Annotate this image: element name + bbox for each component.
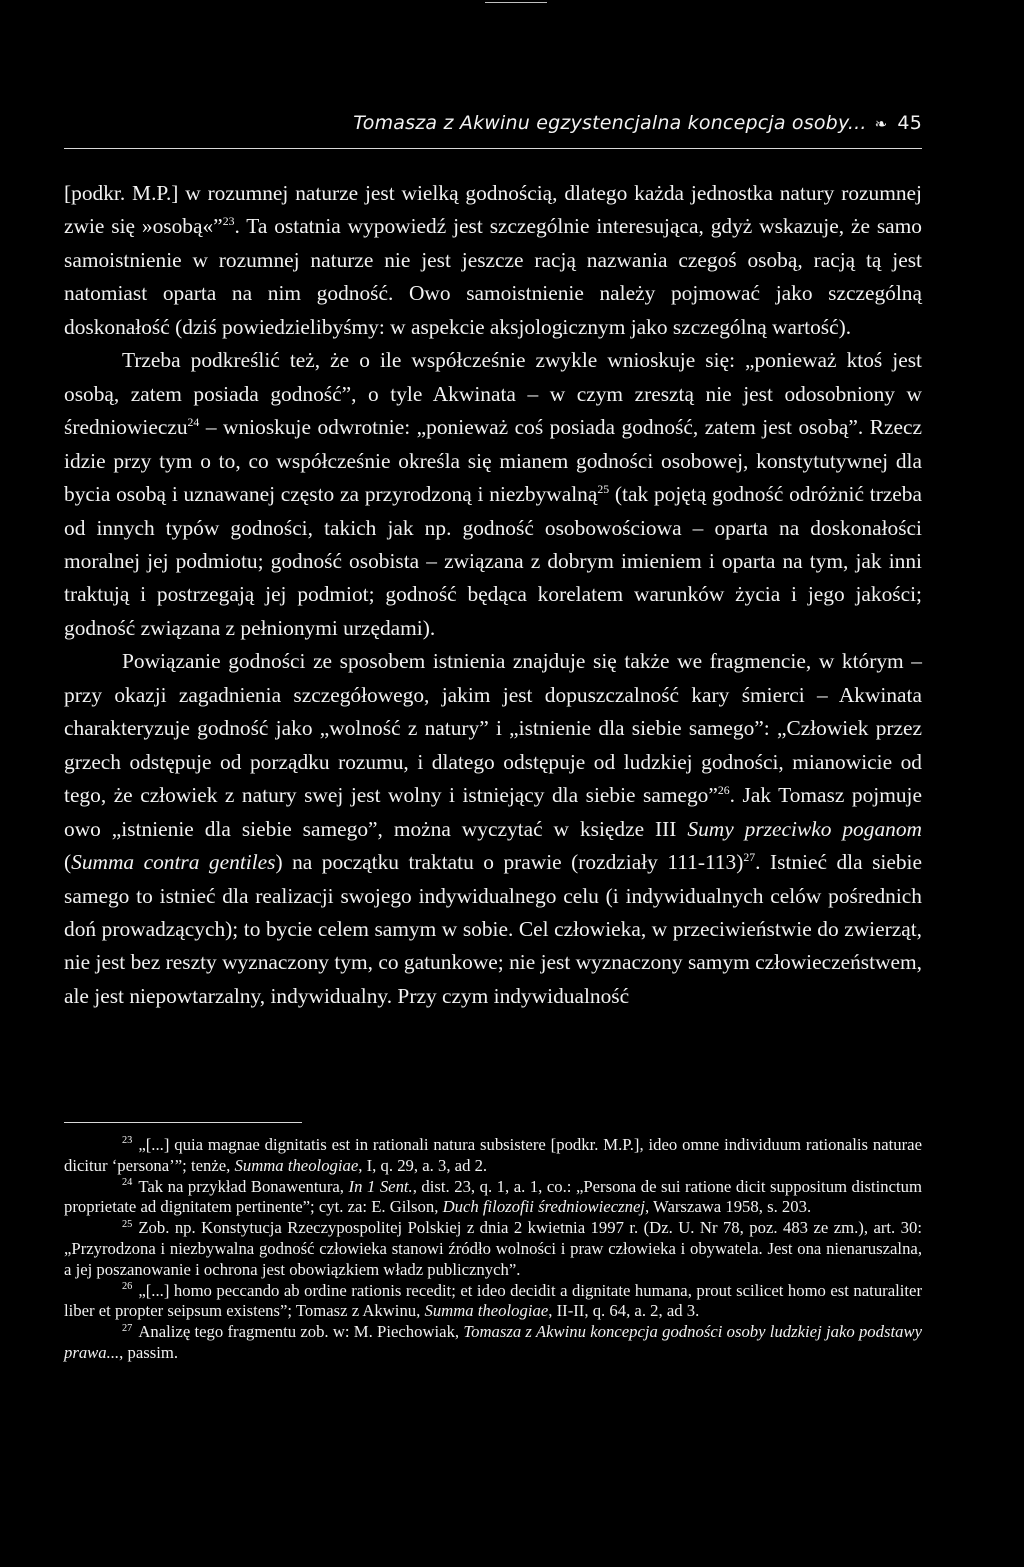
footnote-number: 23: [122, 1135, 133, 1147]
paragraph-3: [64, 645, 922, 1013]
text-run: (tak pojętą godność odróżnić trzeba od innych typów godności, takich jak np. godność osobowościowa – oparta na doskonałości moralnej jej podmiotu; godność osobista – związana z dobrym imieniem i oparta na tym, jak inni traktują i postrzegają jej podmiot; godność będąca korelatem warunków życia i jego jakości; godność związana z pełnionymi urzędami).: [64, 482, 922, 640]
footnote-25: [64, 1218, 922, 1280]
text-run: Powiązanie godności ze sposobem istnienia znajduje się także we fragmencie, w którym – przy okazji zagadnienia szczegółowego, jakim jest dopuszczalność kary śmierci – Akwinata charakteryzuje godność jako „wolność z natury” i „istnienie dla siebie samego”: „Człowiek przez grzech odstępuje od porządku rozumu, i dlatego odstępuje od ludzkiej godności, mianowicie od tego, że człowiek z natury swej jest wolny i istniejący dla siebie samego”: [64, 649, 922, 808]
footnote-23: [64, 1135, 922, 1177]
paragraph-1: [64, 177, 922, 344]
citation-title: In 1 Sent.: [348, 1176, 413, 1196]
footnote-number: 26: [122, 1281, 133, 1293]
footnote-24: [64, 1177, 922, 1219]
footnote-27: [64, 1322, 922, 1364]
main-text: [64, 177, 922, 1013]
footnote-ref-23: 23: [222, 215, 235, 229]
scan-mark: [485, 2, 547, 3]
text-run: [podkr. M.P.] w rozumnej naturze jest wielką godnością, dlatego każda jednostka natury rozumnej zwie się »osobą«”: [64, 181, 922, 239]
footnote-number: 24: [122, 1177, 133, 1189]
text-run: Zob. np. Konstytucja Rzeczypospolitej Polskiej z dnia 2 kwietnia 1997 r. (Dz. U. Nr 78, poz. 483 ze zm.), art. 30: „Przyrodzona i niezbywalna godność człowieka stanowi źródło wolności i praw człowieka i obywatela. Jest ona nienaruszalna, a jej poszanowanie i ochrona jest obowiązkiem władz publicznych”.: [64, 1218, 922, 1279]
running-title: Tomasza z Akwinu egzystencjalna koncepcja osoby...: [353, 112, 867, 134]
header-rule: [64, 148, 922, 149]
footnote-ref-25: 25: [597, 482, 610, 496]
text-run: Trzeba podkreślić też, że o ile współcześnie zwykle wnioskuje się: „ponieważ ktoś jest osobą, zatem posiada godność”, o tyle Akwinata – w czym zresztą nie jest odosobniony w średniowieczu: [64, 348, 922, 440]
text-run: ) na początku traktatu o prawie (rozdziały 111-113): [275, 850, 744, 875]
footnote-rule: [64, 1122, 302, 1123]
citation-title: Tomasza z Akwinu koncepcja godności osoby ludzkiej jako podstawy prawa...: [64, 1322, 923, 1362]
fleuron-icon: ❧: [874, 115, 888, 133]
text-run: . Istnieć dla siebie samego to istnieć dla realizacji swojego indywidualnego celu (i indywidualnych celów pośrednich doń prowadzących); to bycie celem samym w sobie. Cel człowieka, w przeciwieństwie do zwierząt, nie jest bez reszty wyznaczony tym, co gatunkowe; nie jest wyznaczony samym człowieczeństwem, ale jest niepowtarzalny, indywidualny. Przy czym indywidualność: [64, 850, 922, 1008]
running-header: [64, 112, 922, 134]
text-run: – wnioskuje odwrotnie: „ponieważ coś posiada godność, zatem jest osobą”. Rzecz idzie przy tym o to, co współcześnie określa się mianem godności osobowej, konstytutywnej dla bycia osobą i uznawanej często za przyrodzoną i niezbywalną: [64, 415, 922, 507]
text-run: (: [64, 850, 72, 875]
footnote-ref-27: 27: [743, 850, 756, 864]
text-run: „[...] homo peccando ab ordine rationis recedit; et ideo decidit a dignitate humana, prout scilicet homo est naturaliter liber et propter seipsum existens”; Tomasz z Akwinu,: [64, 1280, 922, 1321]
footnote-number: 27: [122, 1322, 133, 1334]
text-run: Analizę tego fragmentu zob. w: M. Piechowiak,: [138, 1322, 464, 1342]
text-run: „[...] quia magnae dignitatis est in rationali natura subsistere [podkr. M.P.], ideo omne individuum rationalis naturae dicitur ‘persona’”; tenże,: [64, 1135, 922, 1175]
book-title: Sumy przeciwko poganom: [687, 816, 922, 841]
text-run: . Jak Tomasz pojmuje owo „istnienie dla siebie samego”, można wyczytać w księdze III: [64, 783, 922, 841]
text-run: Tak na przykład Bonawentura,: [138, 1176, 349, 1196]
footnote-ref-26: 26: [717, 784, 730, 798]
citation-title: Summa theologiae: [234, 1155, 359, 1175]
citation-title: Summa theologiae: [424, 1301, 549, 1321]
text-run: , II-II, q. 64, a. 2, ad 3.: [548, 1301, 700, 1321]
citation-title: Duch filozofii średniowiecznej: [442, 1197, 645, 1217]
page-number: 45: [897, 112, 922, 134]
footnotes: [64, 1135, 922, 1364]
text-run: , I, q. 29, a. 3, ad 2.: [358, 1155, 488, 1175]
footnote-number: 25: [122, 1218, 133, 1230]
text-run: . Ta ostatnia wypowiedź jest szczególnie interesująca, gdyż wskazuje, że samo samoistnienie w rozumnej naturze nie jest jeszcze racją nazwania czegoś osobą, racją tą jest natomiast oparta na nim godność. Owo samoistnienie należy pojmować jako szczególną doskonałość (dziś powiedzielibyśmy: w aspekcie aksjologicznym jako szczególną wartość).: [64, 214, 922, 339]
book-title: Summa contra gentiles: [71, 850, 276, 875]
text-run: , passim.: [119, 1342, 179, 1362]
footnote-26: [64, 1281, 922, 1323]
text-run: , dist. 23, q. 1, a. 1, co.: „Persona de sui ratione dicit suppositum distinctum proprietate ad dignitatem pertinente”; cyt. za: E. Gilson,: [64, 1176, 922, 1217]
footnote-ref-24: 24: [187, 416, 200, 430]
text-run: , Warszawa 1958, s. 203.: [645, 1197, 812, 1217]
paragraph-2: [64, 344, 922, 645]
